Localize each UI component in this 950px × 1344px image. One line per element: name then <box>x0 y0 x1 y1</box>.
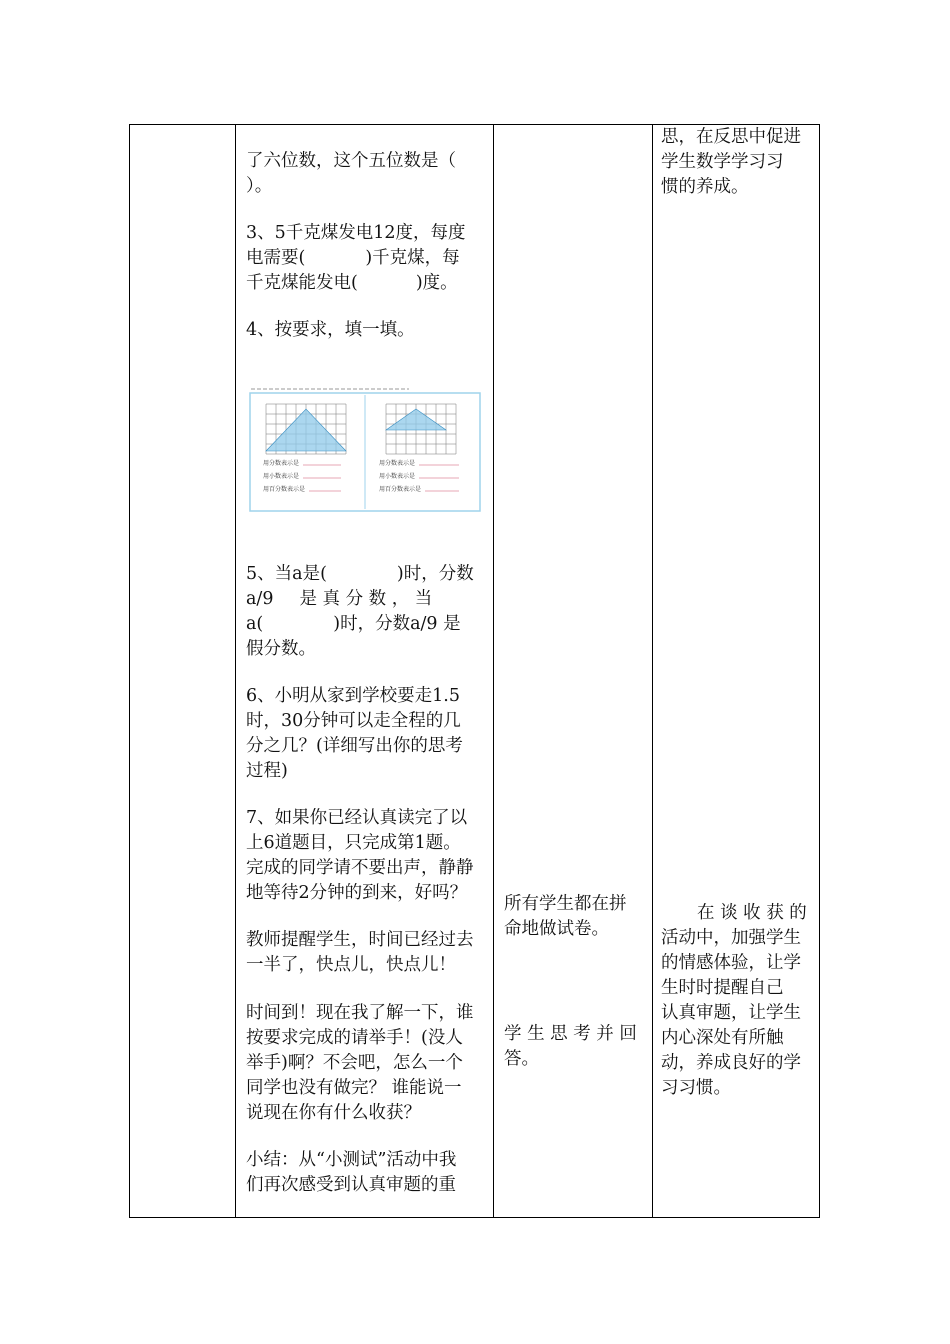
figure-label: 用小数表示是 <box>263 473 300 480</box>
figure-label: 用百分数表示是 <box>263 486 306 493</box>
text-line: 的情感体验，让学 <box>661 953 801 973</box>
student-activity-column <box>494 125 652 1217</box>
text-line: a/9 <box>246 589 274 609</box>
text-line: )时，分数 <box>396 564 474 584</box>
text-line: 一半了，快点儿，快点儿！ <box>246 955 456 975</box>
student-note-2 <box>504 1022 644 1072</box>
text-line: 时间到！现在我了解一下，谁 <box>246 1003 474 1023</box>
text-line: 命地做试卷。 <box>504 919 609 939</box>
intent-note-2 <box>661 901 811 1101</box>
intent-note-1 <box>661 125 811 200</box>
text-line: )千克煤，每 <box>365 248 460 268</box>
text-line: 认真审题，让学生 <box>661 1003 801 1023</box>
figure-label: 用百分数表示是 <box>379 486 422 493</box>
question-4: 4、按要求，填一填。 <box>246 320 415 340</box>
text-line: 上6道题目，只完成第1题。 <box>246 833 461 853</box>
lesson-table <box>129 124 820 1218</box>
text-line: a( <box>246 614 264 634</box>
text-line: 完成的同学请不要出声，静静 <box>246 858 474 878</box>
text-line: 地等待2分钟的到来，好吗？ <box>246 883 468 903</box>
text-line: ）。 <box>246 176 273 196</box>
text-line: 学生数学学习习 <box>661 152 784 172</box>
text-line: 时，30分钟可以走全程的几 <box>246 711 461 731</box>
text-line: 举手)啊？不会吧，怎么一个 <box>246 1053 463 1073</box>
summary-paragraph <box>246 1148 488 1198</box>
time-up-paragraph <box>246 1001 488 1126</box>
stage-column <box>130 125 235 1217</box>
text-line: 们再次感受到认真审题的重 <box>246 1175 456 1195</box>
text-line: 生时时提醒自己 <box>661 978 784 998</box>
question-5 <box>246 562 488 662</box>
text-line: 3、5千克煤发电12度，每度 <box>246 223 466 243</box>
text-line: 分之几？(详细写出你的思考 <box>246 736 463 756</box>
question-6 <box>246 684 488 784</box>
text-line: 内心深处有所触 <box>661 1028 784 1048</box>
fraction-grid-figure <box>249 383 482 513</box>
question-7 <box>246 806 488 906</box>
text-line: )时，分数a/9 是 <box>333 614 461 634</box>
text-line: 假分数。 <box>246 639 316 659</box>
text-line: 7、如果你已经认真读完了以 <box>246 808 468 828</box>
text-line: 5、当a是( <box>246 564 327 584</box>
student-note-1 <box>504 892 644 942</box>
text-line: 千克煤能发电( <box>246 273 358 293</box>
text-line: 小结：从“小测试”活动中我 <box>246 1150 457 1170</box>
text-line: 答。 <box>504 1049 539 1069</box>
text-line: 在 谈 收 获 的 <box>697 903 807 923</box>
design-intent-column <box>653 125 821 1217</box>
text-line: 说现在你有什么收获？ <box>246 1103 421 1123</box>
figure-label: 用分数表示是 <box>379 460 416 467</box>
text-line: 了六位数，这个五位数是（ <box>246 151 456 171</box>
teacher-activity-column <box>236 125 493 1217</box>
question-2-continued <box>246 149 488 199</box>
text-line: 活动中，加强学生 <box>661 928 801 948</box>
text-line: 是 真 分 数 ， 当 <box>299 589 433 609</box>
text-line: 同学也没有做完？ 谁能说一 <box>246 1078 462 1098</box>
text-line: 按要求完成的请举手！(没人 <box>246 1028 463 1048</box>
text-line: 电需要( <box>246 248 306 268</box>
text-line: 教师提醒学生，时间已经过去 <box>246 930 474 950</box>
text-line: 惯的养成。 <box>661 177 749 197</box>
text-line: 思，在反思中促进 <box>661 127 801 147</box>
text-line: 过程) <box>246 761 288 781</box>
text-line: 所有学生都在拼 <box>504 894 627 914</box>
text-line: 6、小明从家到学校要走1.5 <box>246 686 460 706</box>
text-line: 动，养成良好的学 <box>661 1053 801 1073</box>
figure-label: 用分数表示是 <box>263 460 300 467</box>
text-line: 学 生 思 考 并 回 <box>504 1024 637 1044</box>
text-line: 习习惯。 <box>661 1078 731 1098</box>
text-line: )度。 <box>415 273 458 293</box>
figure-label: 用小数表示是 <box>379 473 416 480</box>
question-3 <box>246 221 488 296</box>
teacher-reminder <box>246 928 488 978</box>
